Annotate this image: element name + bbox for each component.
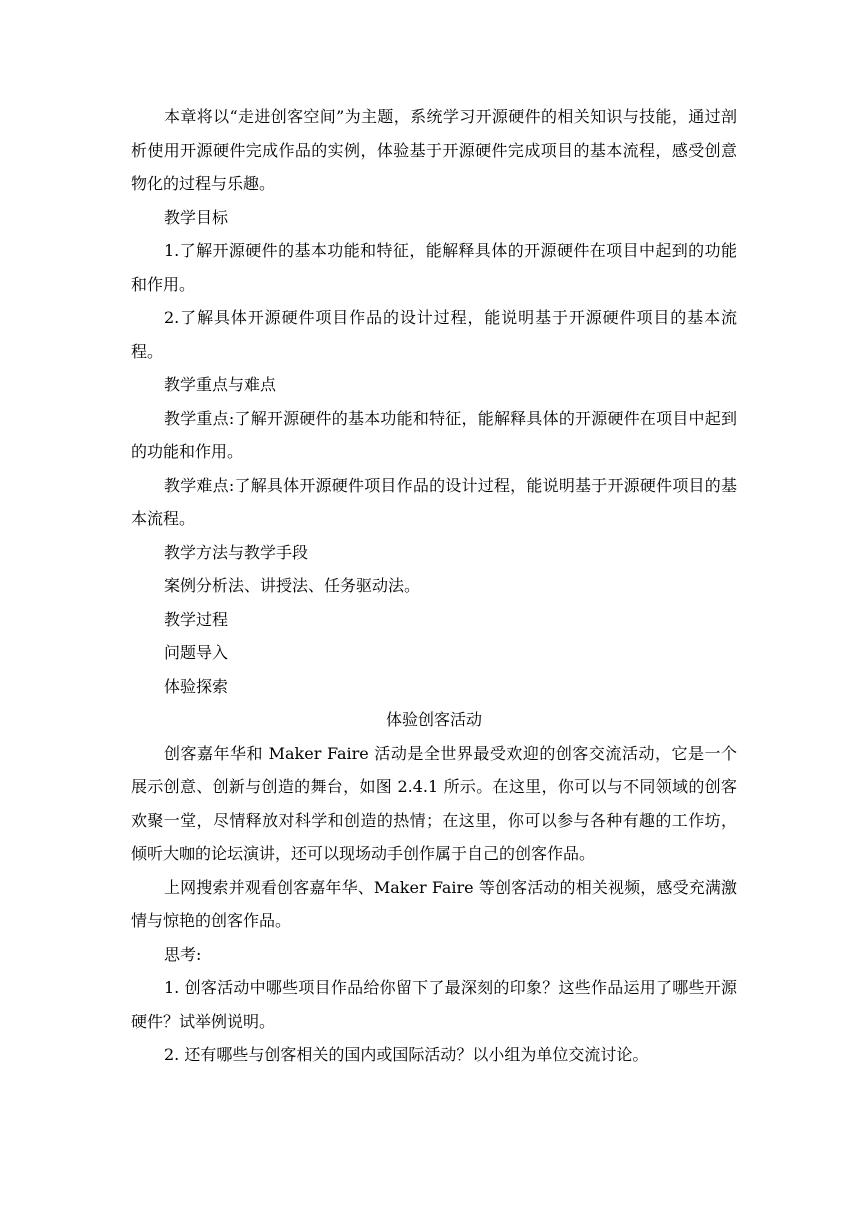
- think-item-2: 2. 还有哪些与创客相关的国内或国际活动？以小组为单位交流讨论。: [164, 1045, 649, 1064]
- process-heading: 教学过程: [164, 609, 229, 629]
- key-point-paragraph: 教学重点:了解开源硬件的基本功能和特征，能解释具体的开源硬件在项目中起到的功能和作用。: [131, 408, 737, 461]
- difficulty-paragraph: 教学难点:了解具体开源硬件项目作品的设计过程，能说明基于开源硬件项目的基本流程。: [131, 475, 737, 528]
- activity-paragraph-2: 上网搜索并观看创客嘉年华、Maker Faire 等创客活动的相关视频，感受充满激情与惊艳的创客作品。: [131, 877, 737, 930]
- experience-explore-heading: 体验探索: [164, 676, 229, 696]
- methods-paragraph: 案例分析法、讲授法、任务驱动法。: [164, 576, 421, 595]
- activity-paragraph-1: 创客嘉年华和 Maker Faire 活动是全世界最受欢迎的创客交流活动，它是一个展示创意、创新与创造的舞台，如图 2.4.1 所示。在这里，你可以与不同领域的创客欢聚一堂，尽情释放对科学和创造的热情；在这里，你可以参与各种有趣的工作坊，倾听大咖的论坛演讲，还可以现场动手创作属于自己的创客作品。: [131, 743, 737, 863]
- document-body: [131, 100, 737, 1072]
- think-label: 思考:: [164, 944, 202, 964]
- think-item-1: 1. 创客活动中哪些项目作品给你留下了最深刻的印象？这些作品运用了哪些开源硬件？试举例说明。: [131, 978, 737, 1031]
- key-points-heading: 教学重点与难点: [164, 375, 277, 394]
- goals-heading: 教学目标: [164, 207, 229, 227]
- methods-heading: 教学方法与教学手段: [164, 542, 309, 562]
- question-intro-heading: 问题导入: [164, 643, 229, 662]
- goal-item-2: 2.了解具体开源硬件项目作品的设计过程，能说明基于开源硬件项目的基本流程。: [131, 308, 737, 361]
- activity-title: 体验创客活动: [385, 710, 482, 729]
- intro-paragraph: 本章将以“走进创客空间”为主题，系统学习开源硬件的相关知识与技能，通过剖析使用开源硬件完成作品的实例，体验基于开源硬件完成项目的基本流程，感受创意物化的过程与乐趣。: [131, 107, 737, 193]
- goal-item-1: 1.了解开源硬件的基本功能和特征，能解释具体的开源硬件在项目中起到的功能和作用。: [131, 241, 737, 294]
